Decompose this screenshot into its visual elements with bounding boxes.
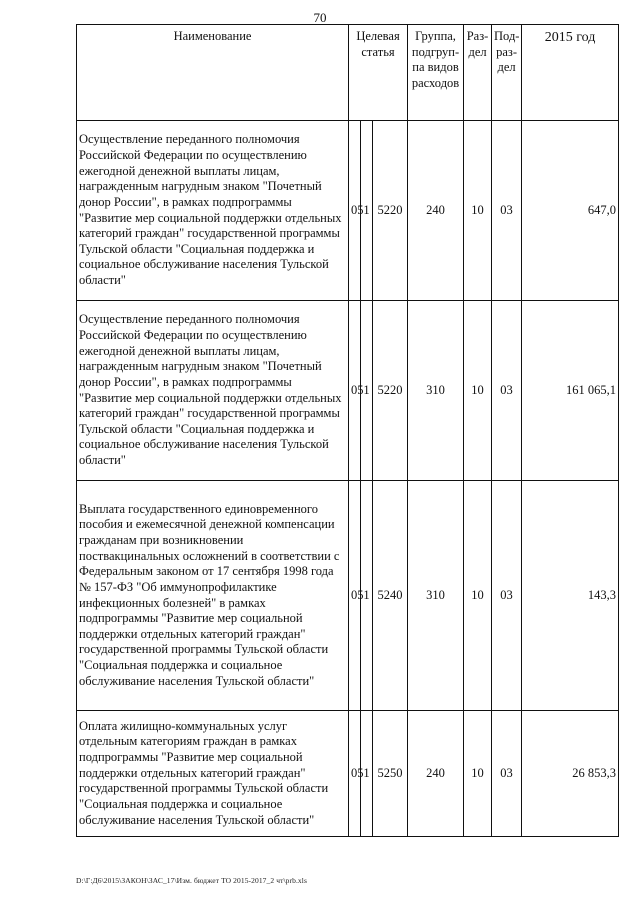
header-year: 2015 год [522, 25, 619, 121]
row-target-code-3: 5220 [373, 301, 408, 481]
row-name: Осуществление переданного полномочия Российской Федерации по осуществлению ежегодной денежной выплаты лицам, награжденным нагрудным знаком "Почетный донор России", в рамках подпрограммы "Развитие мер социальной поддержки отдельных категорий граждан" государственной программы Тульской области "Социальная поддержка и социальное обслуживание населения Тульской области" [77, 121, 349, 301]
row-target-code-1: 05 [349, 481, 361, 711]
row-target-code-2: 1 [361, 711, 373, 837]
row-section: 10 [464, 711, 492, 837]
table-row [77, 121, 619, 301]
row-target-code-1: 05 [349, 301, 361, 481]
row-subsection: 03 [492, 121, 522, 301]
row-expense-group: 310 [408, 301, 464, 481]
row-subsection: 03 [492, 301, 522, 481]
row-section: 10 [464, 481, 492, 711]
page-number: 70 [313, 10, 327, 25]
row-expense-group: 240 [408, 121, 464, 301]
header-subsection: Под-раз-дел [492, 25, 522, 121]
row-target-code-1: 05 [349, 711, 361, 837]
row-target-code-1: 05 [349, 121, 361, 301]
row-target-code-2: 1 [361, 481, 373, 711]
row-target-code-2: 1 [361, 121, 373, 301]
table-row [77, 301, 619, 481]
header-expense-group: Группа, подгруп-па видов расходов [408, 25, 464, 121]
row-target-code-3: 5240 [373, 481, 408, 711]
row-subsection: 03 [492, 481, 522, 711]
row-subsection: 03 [492, 711, 522, 837]
budget-table [76, 24, 619, 837]
row-name: Осуществление переданного полномочия Российской Федерации по осуществлению ежегодной денежной выплаты лицам, награжденным нагрудным знаком "Почетный донор России", в рамках подпрограммы "Развитие мер социальной поддержки отдельных категорий граждан" государственной программы Тульской области "Социальная поддержка и социальное обслуживание населения Тульской области" [77, 301, 349, 481]
header-section: Раз-дел [464, 25, 492, 121]
row-target-code-2: 1 [361, 301, 373, 481]
row-section: 10 [464, 301, 492, 481]
row-target-code-3: 5250 [373, 711, 408, 837]
row-name: Выплата государственного единовременного пособия и ежемесячной денежной компенсации гражданам при возникновении поствакцинальных осложнений в соответствии с Федеральным законом от 17 сентября 1998 года № 157-ФЗ "Об иммунопрофилактике инфекционных болезней" в рамках подпрограммы "Развитие мер социальной поддержки отдельных категорий граждан" государственной программы Тульской области "Социальная поддержка и социальное обслуживание населения Тульской области" [77, 481, 349, 711]
header-name: Наименование [77, 25, 349, 121]
row-expense-group: 240 [408, 711, 464, 837]
row-target-code-3: 5220 [373, 121, 408, 301]
row-name: Оплата жилищно-коммунальных услуг отдельным категориям граждан в рамках подпрограммы "Развитие мер социальной поддержки отдельных категорий граждан" государственной программы Тульской области "Социальная поддержка и социальное обслуживание населения Тульской области" [77, 711, 349, 837]
row-expense-group: 310 [408, 481, 464, 711]
row-amount: 161 065,1 [522, 301, 619, 481]
table-header-row [77, 25, 619, 121]
header-target-article: Целевая статья [349, 25, 408, 121]
table-row [77, 481, 619, 711]
row-amount: 26 853,3 [522, 711, 619, 837]
table-row [77, 711, 619, 837]
file-path-footer: D:\Г:Д6\2015\ЗАКОН\ЗАС_17\Изм. бюджет ТО 2015-2017_2 чт\prb.xls [76, 876, 307, 885]
row-section: 10 [464, 121, 492, 301]
row-amount: 143,3 [522, 481, 619, 711]
row-amount: 647,0 [522, 121, 619, 301]
